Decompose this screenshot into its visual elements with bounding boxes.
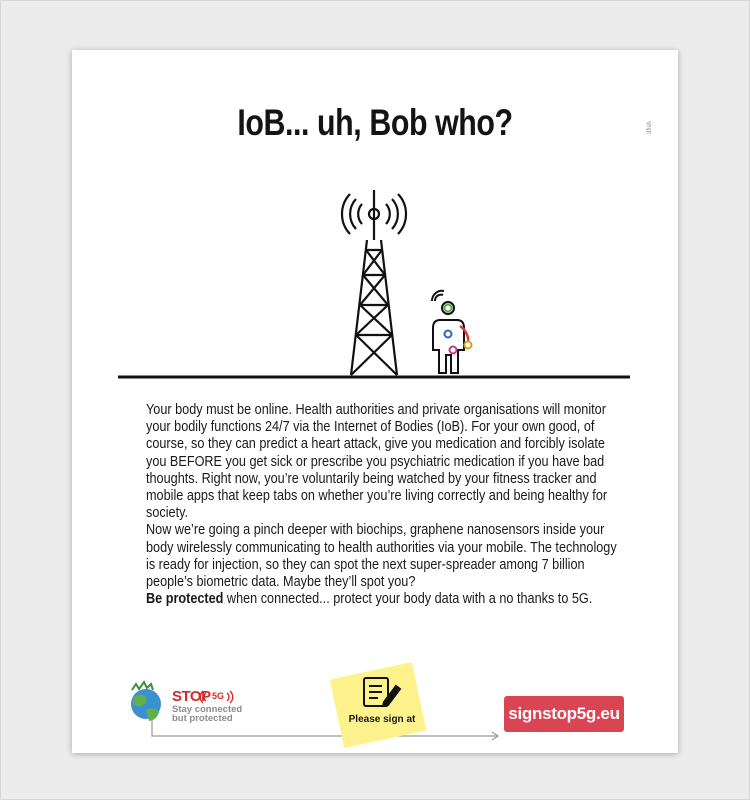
text-line: your bodily functions 24/7 via the Internet of Bodies (IoB). For your own good, of <box>146 419 595 436</box>
text-line: people’s biometric data. Maybe they’ll spot you? <box>146 574 416 591</box>
sign-petition-button[interactable]: signstop5g.eu <box>504 696 624 732</box>
text-line: thoughts. Right now, you’re voluntarily being watched by your fitness tracker and <box>146 470 597 487</box>
note-graphics <box>72 50 678 753</box>
logo-tagline: but protected <box>172 713 233 724</box>
document-pen-icon <box>364 678 400 706</box>
text-line: is ready for injection, so they can spot the next super-spreader among 7 billion <box>146 556 585 573</box>
page-title: IoB... uh, Bob who? <box>237 102 513 143</box>
text-line: Now we’re going a pinch deeper with biochips, graphene nanosensors inside your <box>146 522 605 539</box>
poster-page <box>72 50 678 753</box>
text-line: Your body must be online. Health authorities and private organisations will monitor <box>146 402 606 418</box>
note-label: Please sign at <box>348 714 416 725</box>
text-line: you BEFORE you get sick or prescribe you psychiatric medication if you have bad <box>146 453 605 470</box>
text-line: mobile apps that keep tabs on whether you’re living correctly and being healthy for <box>146 488 608 505</box>
text-line: society. <box>146 505 188 522</box>
closing-rest: when connected... protect your body data with a no thanks to 5G. <box>223 591 593 608</box>
logo-5g-text: 5G <box>212 691 225 701</box>
closing-bold: Be protected <box>146 591 224 608</box>
photo-credit: 3fish <box>647 121 653 134</box>
logo-tagline: Stay connected <box>172 704 243 715</box>
text-line: body wirelessly communicating to health authorities via your mobile. The technology <box>146 539 617 556</box>
stop-logo-text: STOP <box>172 688 211 705</box>
text-line: course, so they can predict a heart attack, give you medication and forcibly isolate <box>146 436 605 453</box>
